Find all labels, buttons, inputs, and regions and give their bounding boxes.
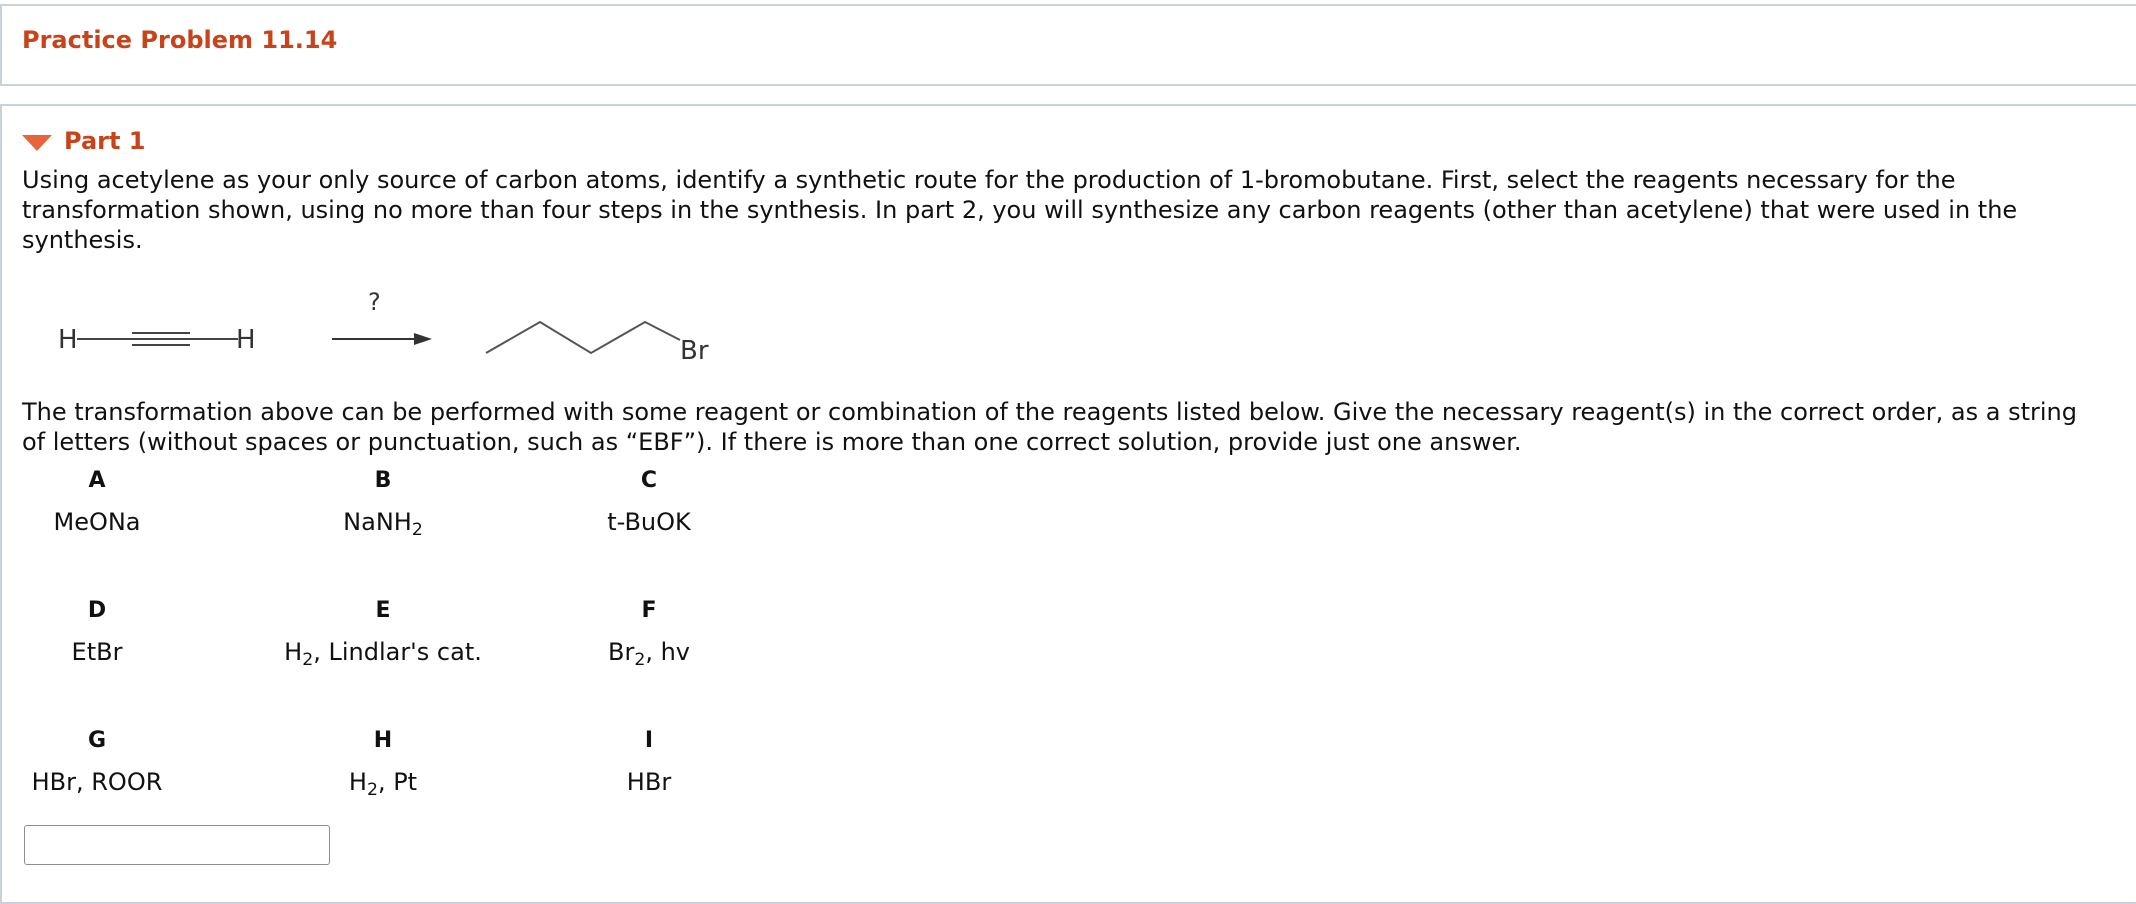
reaction-arrow-label: ? bbox=[368, 288, 381, 316]
reaction-arrow-head bbox=[414, 333, 432, 345]
reagent-suffix: , hv bbox=[645, 638, 691, 666]
reagent-name-c bbox=[607, 508, 691, 536]
collapse-triangle-icon[interactable] bbox=[22, 135, 52, 151]
reaction-scheme bbox=[40, 280, 780, 370]
bromobutane-br-label: Br bbox=[680, 336, 709, 366]
reagent-name-b bbox=[343, 508, 423, 540]
reagent-suffix: , Pt bbox=[377, 768, 418, 796]
reagent-formula: HBr, ROOR bbox=[31, 768, 163, 796]
reagent-formula: MeONa bbox=[53, 508, 141, 536]
question-text: Using acetylene as your only source of carbon atoms, identify a synthetic route for the production of 1-bromobutane. First, select the reagents necessary for the transformation shown, using no more than four steps in the synthesis. In part 2, you will synthesize any carbon reagents (other than acetylene) that were used in the synthesis. bbox=[22, 166, 2018, 254]
reagent-name-a bbox=[53, 508, 140, 536]
reagent-letter-h: H bbox=[373, 728, 393, 753]
reagent-letter-i: I bbox=[644, 728, 654, 753]
reagent-formula: NaNH bbox=[343, 508, 412, 536]
reagent-formula: HBr bbox=[626, 768, 672, 796]
reagent-name-i bbox=[627, 768, 671, 796]
reagent-formula: H bbox=[348, 768, 367, 796]
reagent-name-g bbox=[32, 768, 163, 796]
reagent-letter-c: C bbox=[640, 468, 658, 493]
reagent-name-d bbox=[72, 638, 123, 666]
reagent-subscript: 2 bbox=[411, 520, 423, 541]
reagent-letter-e: E bbox=[375, 598, 391, 623]
reagent-letter-g: G bbox=[87, 728, 107, 753]
reagent-suffix: , Lindlar's cat. bbox=[313, 638, 482, 666]
reagent-letter-d: D bbox=[87, 598, 107, 623]
bromobutane-skeleton bbox=[486, 322, 680, 353]
acetylene-h-left: H bbox=[58, 325, 78, 355]
reagent-formula: Br bbox=[607, 638, 635, 666]
part-1-heading[interactable]: Part 1 bbox=[64, 127, 146, 155]
transformation-instructions: The transformation above can be performed with some reagent or combination of the reagents listed below. Give the necessary reagent(s) in the correct order, as a string of letters (without spaces or punctuation, such as “EBF”). If there is more than one correct solution, provide just one answer. bbox=[22, 398, 2077, 456]
problem-title: Practice Problem 11.14 bbox=[22, 26, 338, 54]
reagent-letter-f: F bbox=[641, 598, 657, 623]
acetylene-h-right: H bbox=[236, 325, 256, 355]
reagent-formula: EtBr bbox=[71, 638, 123, 666]
reagent-formula: H bbox=[284, 638, 303, 666]
reagent-name-h bbox=[349, 768, 417, 800]
reagent-subscript: 2 bbox=[302, 650, 314, 671]
answer-input[interactable] bbox=[24, 825, 330, 865]
reagent-formula: t-BuOK bbox=[607, 508, 691, 536]
reagent-name-f bbox=[608, 638, 690, 670]
reagent-letter-a: A bbox=[88, 468, 106, 493]
reagent-subscript: 2 bbox=[634, 650, 646, 671]
reagent-letter-b: B bbox=[374, 468, 392, 493]
reagent-name-e bbox=[284, 638, 482, 670]
reagent-subscript: 2 bbox=[366, 780, 378, 801]
